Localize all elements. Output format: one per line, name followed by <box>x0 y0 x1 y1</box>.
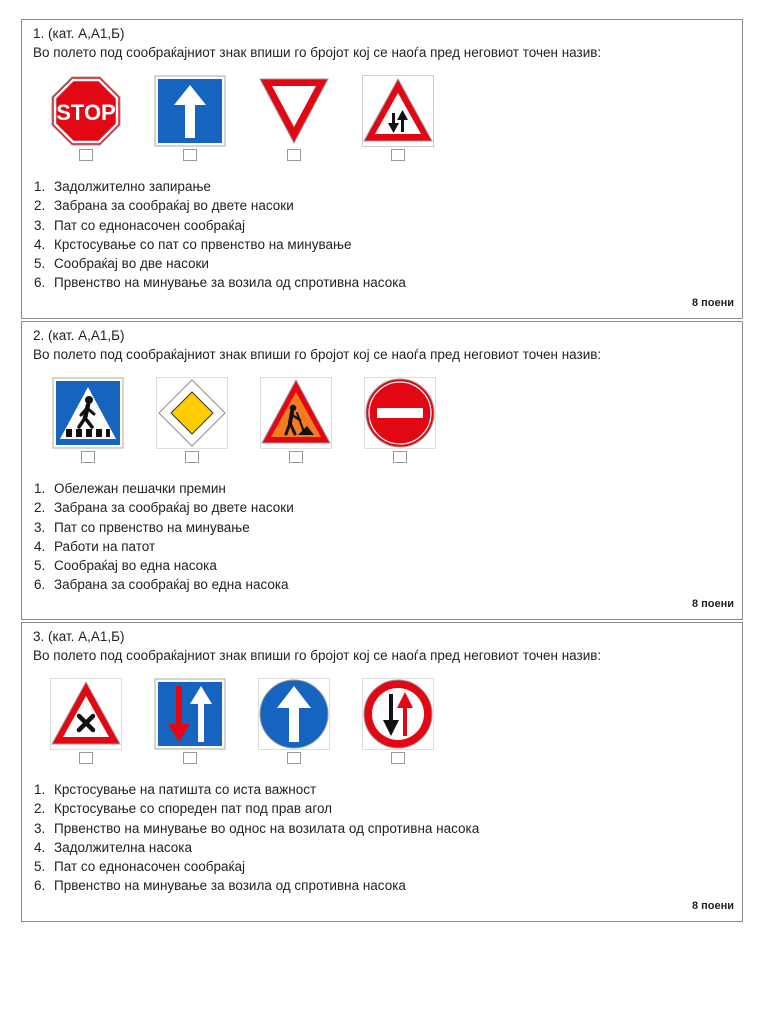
question-title: 1. (кат. А,А1,Б) <box>33 26 125 41</box>
answer-box-3[interactable] <box>289 451 303 463</box>
answer-options <box>34 177 406 293</box>
list-item: 6. Првенство на минување за возила од спротивна насока <box>34 275 406 291</box>
answer-box-1[interactable] <box>79 752 93 764</box>
answer-box-2[interactable] <box>183 149 197 161</box>
signs-row <box>50 678 550 768</box>
answer-options <box>34 479 294 595</box>
question-3 <box>21 622 743 922</box>
points-label: 8 поени <box>691 598 734 610</box>
list-item: 1. Крстосување на патишта со иста важност <box>34 782 317 797</box>
list-item: 2. Забрана за сообраќај во двете насоки <box>34 500 294 516</box>
question-instruction: Во полето под сообраќајниот знак впиши го бројот кој се наоѓа пред неговиот точен назив: <box>33 45 602 60</box>
list-item: 3. Пат со првенство на минување <box>34 519 250 535</box>
list-item: 5. Сообраќај во две насоки <box>34 256 209 272</box>
give-way-oncoming-sign-icon <box>362 678 434 750</box>
signs-row <box>50 377 550 467</box>
answer-box-4[interactable] <box>393 451 407 463</box>
list-item: 2. Крстосување со спореден пат под прав агол <box>34 801 333 817</box>
points-label: 8 поени <box>691 297 734 309</box>
one-way-arrow-sign-icon <box>154 75 226 147</box>
priority-road-sign-icon <box>156 377 228 449</box>
question-2 <box>21 321 743 620</box>
question-title: 3. (кат. А,А1,Б) <box>33 629 125 644</box>
two-way-traffic-sign-icon <box>362 75 434 147</box>
question-instruction: Во полето под сообраќајниот знак впиши го бројот кој се наоѓа пред неговиот точен назив: <box>33 648 602 663</box>
crossroads-sign-icon <box>50 678 122 750</box>
answer-box-3[interactable] <box>287 752 301 764</box>
question-1 <box>21 19 743 319</box>
priority-over-oncoming-sign-icon <box>154 678 226 750</box>
list-item: 4. Задолжителна насока <box>34 839 192 855</box>
list-item: 4. Крстосување со пат со првенство на минување <box>34 236 352 252</box>
road-works-sign-icon <box>260 377 332 449</box>
pedestrian-crossing-sign-icon <box>52 377 124 449</box>
question-instruction: Во полето под сообраќајниот знак впиши го бројот кој се наоѓа пред неговиот точен назив: <box>33 347 602 362</box>
list-item: 6. Забрана за сообраќај во една насока <box>34 577 289 593</box>
stop-sign-text: STOP <box>56 100 116 125</box>
answer-box-4[interactable] <box>391 149 405 161</box>
answer-box-3[interactable] <box>287 149 301 161</box>
question-title: 2. (кат. А,А1,Б) <box>33 328 125 343</box>
answer-box-1[interactable] <box>79 149 93 161</box>
no-entry-sign-icon <box>364 377 436 449</box>
answer-box-2[interactable] <box>183 752 197 764</box>
mandatory-straight-sign-icon <box>258 678 330 750</box>
list-item: 6. Првенство на минување за возила од спротивна насока <box>34 878 406 894</box>
list-item: 3. Првенство на минување во однос на возилата од спротивна насока <box>34 820 480 836</box>
list-item: 2. Забрана за сообраќај во двете насоки <box>34 198 294 214</box>
answer-box-2[interactable] <box>185 451 199 463</box>
list-item: 5. Пат со еднонасочен сообраќај <box>34 859 245 875</box>
answer-box-1[interactable] <box>81 451 95 463</box>
answer-box-4[interactable] <box>391 752 405 764</box>
stop-sign-icon <box>50 75 122 147</box>
signs-row <box>50 75 550 165</box>
list-item: 4. Работи на патот <box>34 538 156 554</box>
list-item: 1. Обележан пешачки премин <box>34 481 226 496</box>
list-item: 3. Пат со еднонасочен сообраќај <box>34 217 245 233</box>
yield-sign-icon <box>258 75 330 147</box>
list-item: 1. Задолжително запирање <box>34 179 211 194</box>
points-label: 8 поени <box>691 900 734 912</box>
answer-options <box>34 780 479 896</box>
list-item: 5. Сообраќај во една насока <box>34 558 217 574</box>
